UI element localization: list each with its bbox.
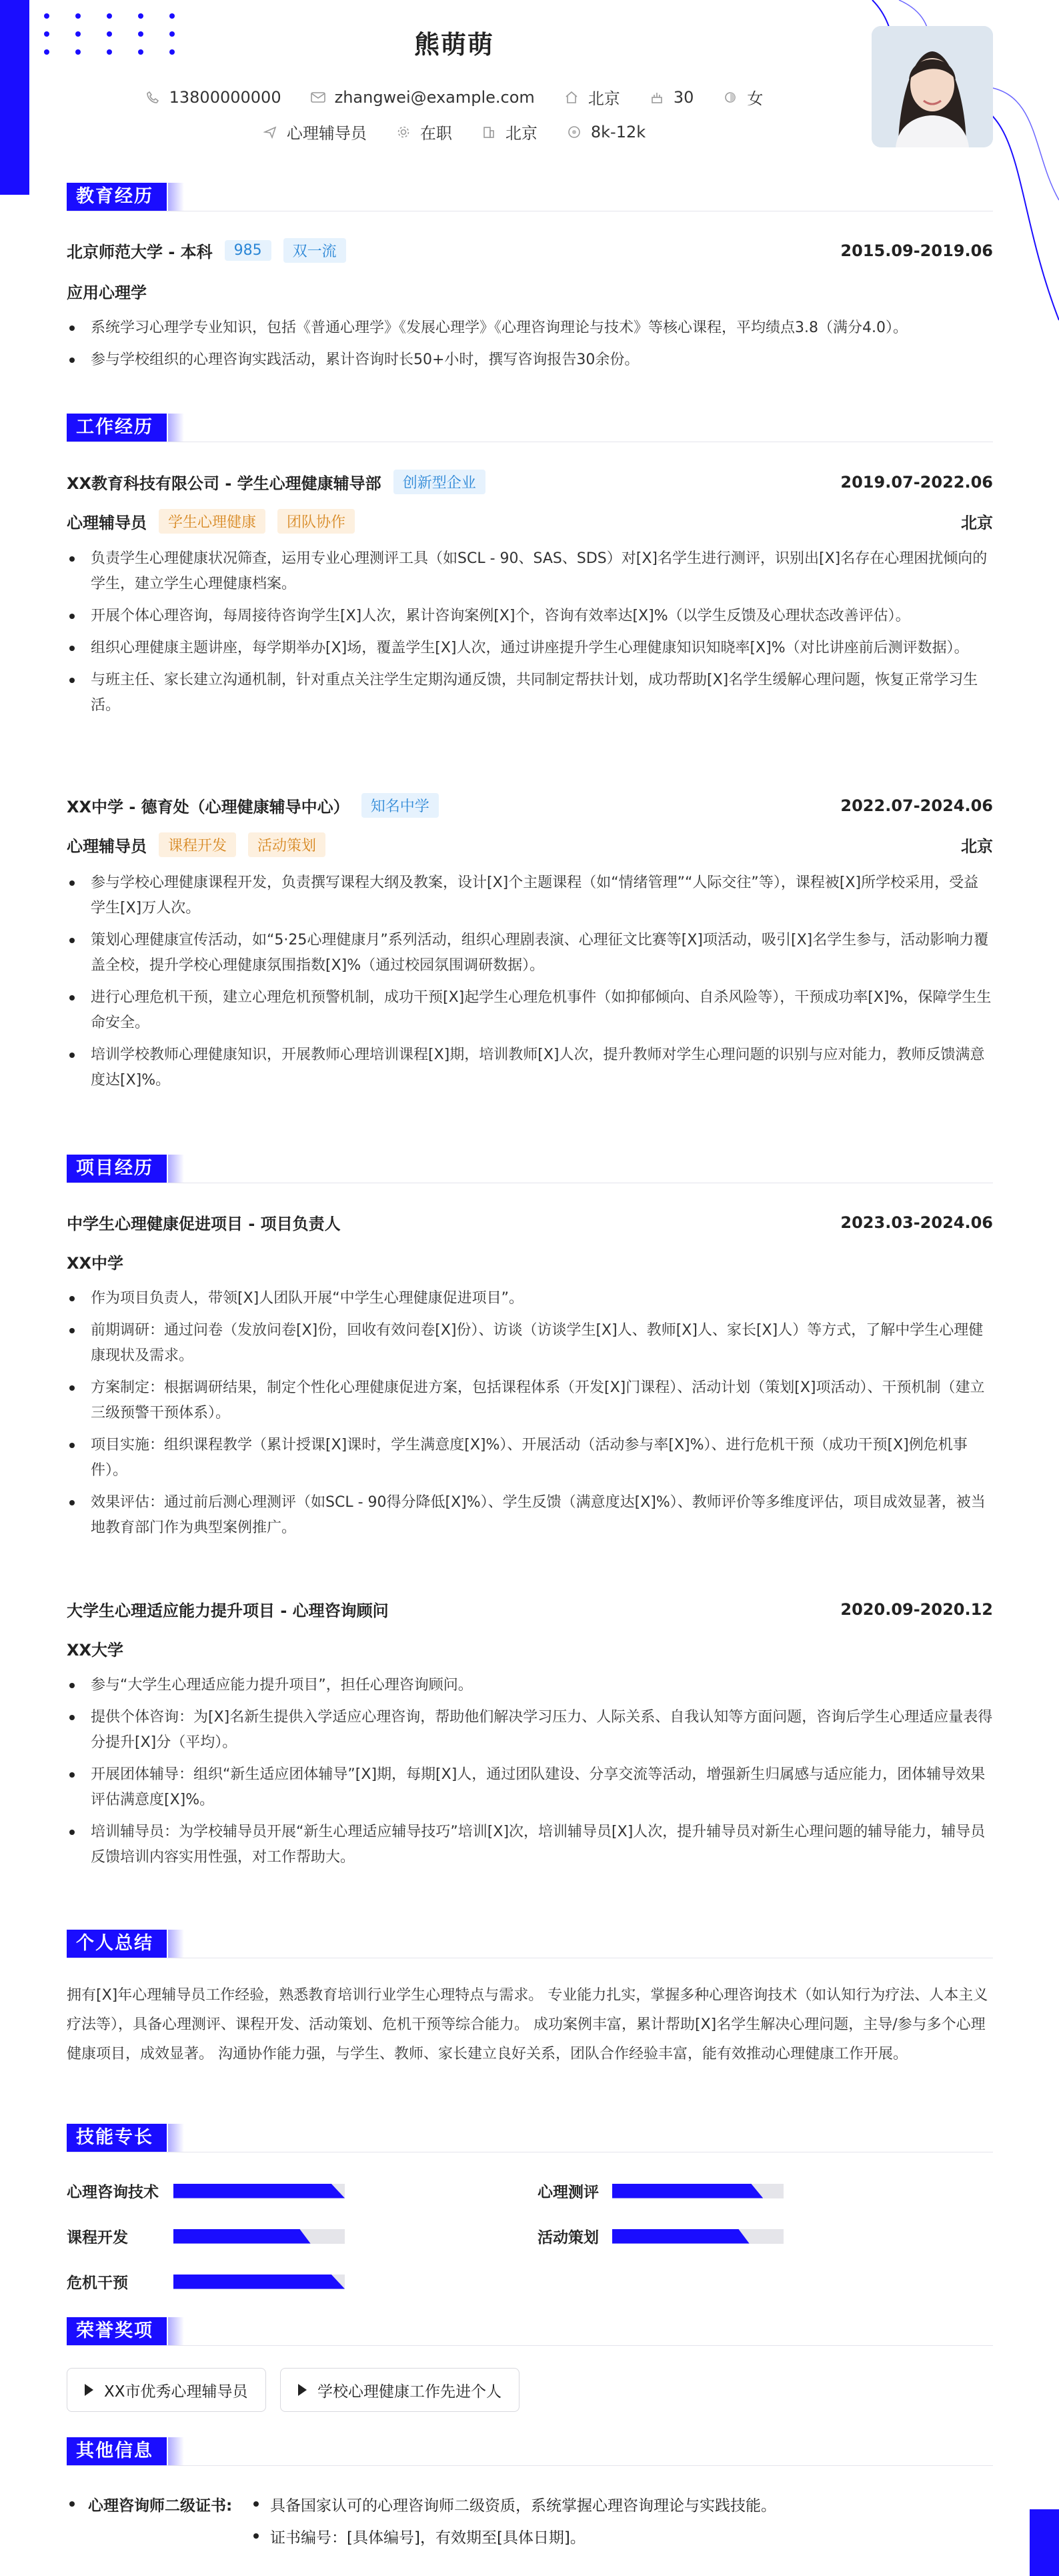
- gender-icon: [723, 90, 738, 105]
- work-2-role-tag-2: 活动策划: [248, 832, 325, 857]
- skill-bar-fill: [612, 2184, 763, 2198]
- section-work-label: 工作经历: [67, 414, 167, 442]
- triangle-icon: [85, 2384, 93, 2396]
- section-education-title: [67, 183, 993, 212]
- award-text: 学校心理健康工作先进个人: [317, 2383, 501, 2401]
- education-school: 北京师范大学 - 本科: [67, 243, 213, 261]
- work-2-role-tag-1: 课程开发: [159, 832, 236, 857]
- mail-icon: [311, 90, 325, 105]
- phone-text: 13800000000: [169, 87, 281, 107]
- building-icon: [481, 125, 496, 139]
- job-intent-row: [0, 120, 908, 143]
- phone-icon: [145, 90, 160, 105]
- email-item: [311, 85, 535, 109]
- work-2-company-tag: 知名中学: [361, 793, 439, 818]
- skill-bar-fill: [173, 2275, 345, 2289]
- list-item: 提供个体咨询：为[X]名新生提供入学适应心理咨询，帮助他们解决学习压力、人际关系、自我认知等方面问题，咨询后学生心理适应量表得分提升[X]分（平均）。: [67, 1705, 993, 1756]
- profile-photo: [872, 26, 993, 147]
- project-2-org-row: [67, 1637, 993, 1660]
- cake-icon: [650, 90, 664, 105]
- award-text: XX市优秀心理辅导员: [104, 2383, 248, 2401]
- skill-bar: [612, 2184, 784, 2198]
- age-item: [650, 85, 694, 109]
- work-2-company: XX中学 - 德育处（心理健康辅导中心）: [67, 798, 349, 816]
- project-2-head: [67, 1597, 993, 1621]
- summary-text: 拥有[X]年心理辅导员工作经验，熟悉教育培训行业学生心理特点与需求。 专业能力扎实，掌握多种心理咨询技术（如认知行为疗法、人本主义疗法等），具备心理测评、课程开发、活动策划、危机干预等综合能力。 成功案例丰富，累计帮助[X]名学生解决心理问题，主导/参与多个心理健康项目，成效显著。 沟通协作能力强，与学生、教师、家长建立良好关系，团队合作经验丰富，能有效推动心理健康工作开展。: [67, 1987, 988, 2062]
- triangle-icon: [298, 2384, 307, 2396]
- list-item: 方案制定：根据调研结果，制定个性化心理健康促进方案，包括课程体系（开发[X]门课程）、活动计划（策划[X]项活动）、干预机制（建立三级预警干预体系）。: [67, 1375, 993, 1426]
- email-text: zhangwei@example.com: [334, 87, 535, 107]
- job-item: [263, 120, 367, 143]
- section-other-title: [67, 2437, 993, 2467]
- list-item: 策划心理健康宣传活动，如“5·25心理健康月”系列活动，组织心理剧表演、心理征文比赛等[X]项活动，吸引[X]名学生参与，活动影响力覆盖全校，提升学校心理健康氛围指数[X]%（通过校园氛围调研数据）。: [67, 928, 993, 979]
- certificate-number: 证书编号：[具体编号]，有效期至[具体日期]。: [270, 2529, 586, 2547]
- certificate-detail: 具备国家认可的心理咨询师二级资质，系统掌握心理咨询理论与实践技能。: [270, 2497, 776, 2515]
- list-item: 参与“大学生心理适应能力提升项目”，担任心理咨询顾问。: [67, 1673, 993, 1698]
- skill-row: [538, 2180, 784, 2202]
- award-badge: [280, 2368, 519, 2412]
- target-city-text: 北京: [505, 124, 538, 143]
- work-entry-2-head: [67, 793, 993, 818]
- project-2-title: 大学生心理适应能力提升项目 - 心理咨询顾问: [67, 1601, 389, 1620]
- section-other-label: 其他信息: [67, 2437, 167, 2465]
- education-major: 应用心理学: [67, 283, 147, 302]
- salary-item: [567, 120, 646, 143]
- work-2-city: 北京: [961, 837, 993, 856]
- candidate-name: 熊萌萌: [413, 30, 494, 59]
- work-entry-1-head: [67, 470, 993, 494]
- skill-bar: [173, 2184, 345, 2198]
- city-text: 北京: [588, 89, 620, 108]
- education-date: 2015.09-2019.06: [840, 241, 993, 260]
- skill-bar: [173, 2229, 345, 2244]
- education-entry-head: [67, 238, 993, 263]
- list-item: 参与学校心理健康课程开发，负责撰写课程大纲及教案，设计[X]个主题课程（如“情绪管理”“人际交往”等），课程被[X]所学校采用，受益学生[X]万人次。: [67, 870, 993, 921]
- project-1-org-row: [67, 1250, 993, 1273]
- project-1-title: 中学生心理健康促进项目 - 项目负责人: [67, 1215, 341, 1233]
- work-1-role: 心理辅导员: [67, 514, 147, 532]
- section-summary-title: [67, 1930, 993, 1959]
- skill-row: [67, 2180, 345, 2202]
- list-item: 项目实施：组织课程教学（累计授课[X]课时，学生满意度[X]%）、开展活动（活动参与率[X]%）、进行危机干预（成功干预[X]例危机事件）。: [67, 1433, 993, 1483]
- section-awards-title: [67, 2317, 993, 2347]
- list-item: 培训学校教师心理健康知识，开展教师心理培训课程[X]期，培训教师[X]人次，提升教师对学生心理问题的识别与应对能力，教师反馈满意度达[X]%。: [67, 1043, 993, 1093]
- education-tag-double-first: 双一流: [283, 238, 346, 263]
- skill-bar: [612, 2229, 784, 2244]
- phone-item: [145, 85, 281, 109]
- skill-bar-fill: [173, 2229, 311, 2244]
- project-2-date: 2020.09-2020.12: [840, 1599, 993, 1619]
- work-entry-2-role-row: [67, 832, 993, 857]
- list-item: 前期调研：通过问卷（发放问卷[X]份，回收有效问卷[X]份）、访谈（访谈学生[X]人、教师[X]人、家长[X]人）等方式，了解中学生心理健康现状及需求。: [67, 1318, 993, 1369]
- list-item: 培训辅导员：为学校辅导员开展“新生心理适应辅导技巧”培训[X]次，培训辅导员[X]人次，提升辅导员对新生心理问题的辅导能力，辅导员反馈培训内容实用性强，对工作帮助大。: [67, 1820, 993, 1870]
- age-text: 30: [673, 87, 694, 107]
- work-1-company-tag: 创新型企业: [393, 470, 485, 494]
- project-1-date: 2023.03-2024.06: [840, 1213, 993, 1232]
- certificate-label: 心理咨询师二级证书:: [88, 2497, 233, 2515]
- bottom-right-accent: [1030, 2509, 1059, 2576]
- skill-name: 心理咨询技术: [67, 2184, 159, 2201]
- education-bullets: [67, 315, 993, 380]
- work-2-date: 2022.07-2024.06: [840, 796, 993, 815]
- education-major-row: [67, 279, 993, 303]
- work-1-bullets: [67, 546, 993, 725]
- section-projects-title: [67, 1155, 993, 1184]
- list-item: 作为项目负责人，带领[X]人团队开展“中学生心理健康促进项目”。: [67, 1286, 993, 1311]
- project-1-org: XX中学: [67, 1254, 124, 1273]
- section-work-title: [67, 414, 993, 443]
- section-projects-label: 项目经历: [67, 1155, 167, 1183]
- project-2-org: XX大学: [67, 1641, 124, 1660]
- list-item: 系统学习心理学专业知识，包括《普通心理学》《发展心理学》《心理咨询理论与技术》等核心课程，平均绩点3.8（满分4.0）。: [67, 315, 993, 341]
- skill-name: 危机干预: [67, 2275, 128, 2292]
- skill-name: 心理测评: [538, 2184, 599, 2201]
- gender-text: 女: [747, 89, 764, 108]
- list-item: 组织心理健康主题讲座，每学期举办[X]场，覆盖学生[X]人次，通过讲座提升学生心理健康知识知晓率[X]%（对比讲座前后测评数据）。: [67, 636, 993, 661]
- work-entry-1-role-row: [67, 509, 993, 534]
- work-2-role: 心理辅导员: [67, 837, 147, 856]
- education-tag-985: 985: [225, 240, 271, 261]
- work-1-role-tag-1: 学生心理健康: [159, 509, 265, 534]
- home-icon: [564, 90, 579, 105]
- salary-text: 8k-12k: [590, 122, 646, 141]
- section-summary-label: 个人总结: [67, 1930, 167, 1958]
- gear-icon: [396, 125, 411, 139]
- skill-bar: [173, 2275, 345, 2289]
- city-item: [564, 85, 620, 109]
- project-1-head: [67, 1211, 993, 1234]
- project-1-bullets: [67, 1286, 993, 1547]
- skill-row: [67, 2271, 345, 2293]
- skill-name: 活动策划: [538, 2229, 599, 2246]
- work-1-role-tag-2: 团队协作: [277, 509, 355, 534]
- award-badge: [67, 2368, 266, 2412]
- skill-row: [67, 2225, 345, 2247]
- status-item: [396, 120, 452, 143]
- send-icon: [263, 125, 277, 139]
- list-item: 进行心理危机干预，建立心理危机预警机制，成功干预[X]起学生心理危机事件（如抑郁倾向、自杀风险等），干预成功率[X]%，保障学生生命安全。: [67, 985, 993, 1036]
- work-1-city: 北京: [961, 514, 993, 532]
- salary-icon: [567, 125, 582, 139]
- contact-row: [0, 85, 908, 109]
- skill-row: [538, 2225, 784, 2247]
- section-skills-label: 技能专长: [67, 2124, 167, 2152]
- target-city-item: [481, 120, 538, 143]
- section-education-label: 教育经历: [67, 183, 167, 211]
- list-item: 效果评估：通过前后测心理测评（如SCL - 90得分降低[X]%）、学生反馈（满意度达[X]%）、教师评价等多维度评估，项目成效显著，被当地教育部门作为典型案例推广。: [67, 1490, 993, 1541]
- job-text: 心理辅导员: [286, 124, 367, 143]
- section-skills-title: [67, 2124, 993, 2153]
- work-1-company: XX教育科技有限公司 - 学生心理健康辅导部: [67, 474, 381, 493]
- skill-name: 课程开发: [67, 2229, 128, 2246]
- list-item: 开展团体辅导：组织“新生适应团体辅导”[X]期，每期[X]人，通过团队建设、分享交流等活动，增强新生归属感与适应能力，团体辅导效果评估满意度[X]%。: [67, 1762, 993, 1813]
- list-item: 与班主任、家长建立沟通机制，针对重点关注学生定期沟通反馈，共同制定帮扶计划，成功帮助[X]名学生缓解心理问题，恢复正常学习生活。: [67, 668, 993, 718]
- skill-bar-fill: [612, 2229, 750, 2244]
- gender-item: [723, 85, 763, 109]
- list-item: 参与学校组织的心理咨询实践活动，累计咨询时长50+小时，撰写咨询报告30余份。: [67, 348, 993, 373]
- list-item: 负责学生心理健康状况筛查，运用专业心理测评工具（如SCL - 90、SAS、SDS）对[X]名学生进行测评，识别出[X]名存在心理困扰倾向的学生，建立学生心理健康档案。: [67, 546, 993, 597]
- work-2-bullets: [67, 870, 993, 1100]
- skill-bar-fill: [173, 2184, 345, 2198]
- status-text: 在职: [419, 124, 452, 143]
- list-item: 开展个体心理咨询，每周接待咨询学生[X]人次，累计咨询案例[X]个，咨询有效率达[X]%（以学生反馈及心理状态改善评估）。: [67, 604, 993, 629]
- section-awards-label: 荣誉奖项: [67, 2317, 167, 2345]
- project-2-bullets: [67, 1673, 993, 1877]
- work-1-date: 2019.07-2022.06: [840, 472, 993, 492]
